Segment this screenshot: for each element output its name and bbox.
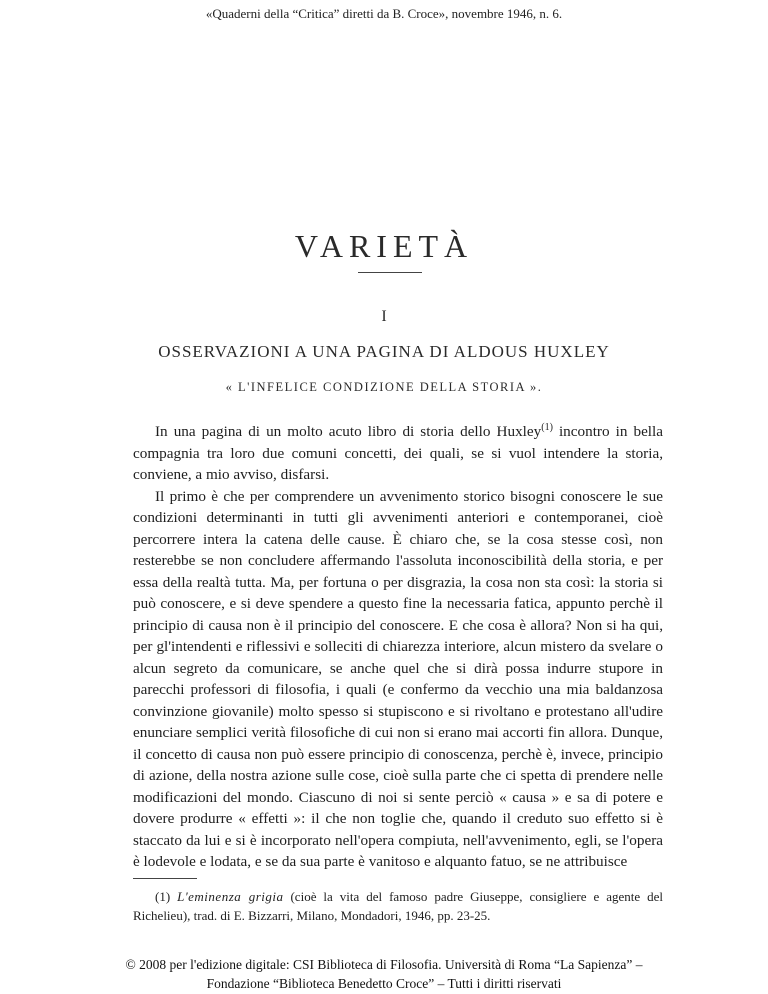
- copyright-line-2: Fondazione “Biblioteca Benedetto Croce” – Tutti i diritti riservati: [206, 976, 562, 991]
- article-number: I: [381, 308, 387, 325]
- paragraph-1-text-end: incontro in bella compagnia tra loro due comuni concetti, dei quali, se si vuol intendere la storia, conviene, a mio avviso, disfarsi.: [133, 423, 663, 483]
- footnote-reference: (1): [541, 421, 553, 433]
- footnote: [133, 887, 663, 925]
- section-title: VARIETÀ: [294, 228, 474, 264]
- paragraph-1: [133, 421, 663, 486]
- copyright-line-1: © 2008 per l'edizione digitale: CSI Biblioteca di Filosofia. Università di Roma “La Sapienza” –: [125, 957, 643, 972]
- footnote-divider: [133, 878, 197, 879]
- article-subtitle: « L'INFELICE CONDIZIONE DELLA STORIA ».: [225, 380, 543, 394]
- article-title: OSSERVAZIONI A UNA PAGINA DI ALDOUS HUXLEY: [158, 342, 610, 361]
- copyright-notice: [0, 955, 768, 993]
- paragraph-1-text-start: In una pagina di un molto acuto libro di storia dello Huxley: [155, 423, 542, 440]
- footnote-book-title: L'eminenza grigia: [177, 889, 284, 904]
- journal-header-note: «Quaderni della “Critica” diretti da B. Croce», novembre 1946, n. 6.: [205, 6, 563, 21]
- title-divider: [358, 272, 422, 273]
- paragraph-2: Il primo è che per comprendere un avvenimento storico bisogni conoscere le sue condizioni determinanti in tutti gli avvenimenti anteriori e contemporanei, cioè percorrere intera la catena delle cause. È chiaro che, se la cosa stesse così, non resterebbe se non concludere affermando l'assoluta inconoscibilità della storia, e per essa della realtà tutta. Ma, per fortuna o per disgrazia, la cosa non sta così: la storia si può conoscere, e si deve spendere a questo fine la necessaria fatica, appunto perchè il principio di causa non è il principio del conoscere. E che cosa è allora? Non si ha qui, per gl'intendenti e riflessivi e solleciti di chiarezza interiore, alcun mistero da svelare o alcun segreto da comunicare, se anche quel che si dirà possa indurre stupore in parecchi professori di filosofia, i quali (e confermo da vecchio una mia baldanzosa convinzione giovanile) molto spesso si stupiscono e si rivoltano e protestano all'udire enunciare semplici verità filosofiche di cui non si erano mai accorti fin allora. Dunque, il concetto di causa non può essere principio di conoscenza, perchè è, invece, principio di azione, della nostra azione sulle cose, cioè sulla parte che ci spetta di prendere nelle modificazioni del mondo. Ciascuno di noi si sente perciò « causa » e sa di potere e dovere produrre « effetti »: il che non toglie che, quando il creduto suo effetto si è staccato da lui e si è incorporato nell'opera compiuta, nell'avvenimento, egli, se l'opera è lodevole e lodata, e se da sua parte è vanitoso e alquanto fatuo, se ne attribuisce: [133, 487, 663, 870]
- footnote-text: (cioè la vita del famoso padre Giuseppe, consigliere e agente del Richelieu), trad. di E. Bizzarri, Milano, Mondadori, 1946, pp. 23-25.: [133, 889, 663, 923]
- article-body: [133, 421, 663, 873]
- footnote-number: (1): [155, 889, 171, 904]
